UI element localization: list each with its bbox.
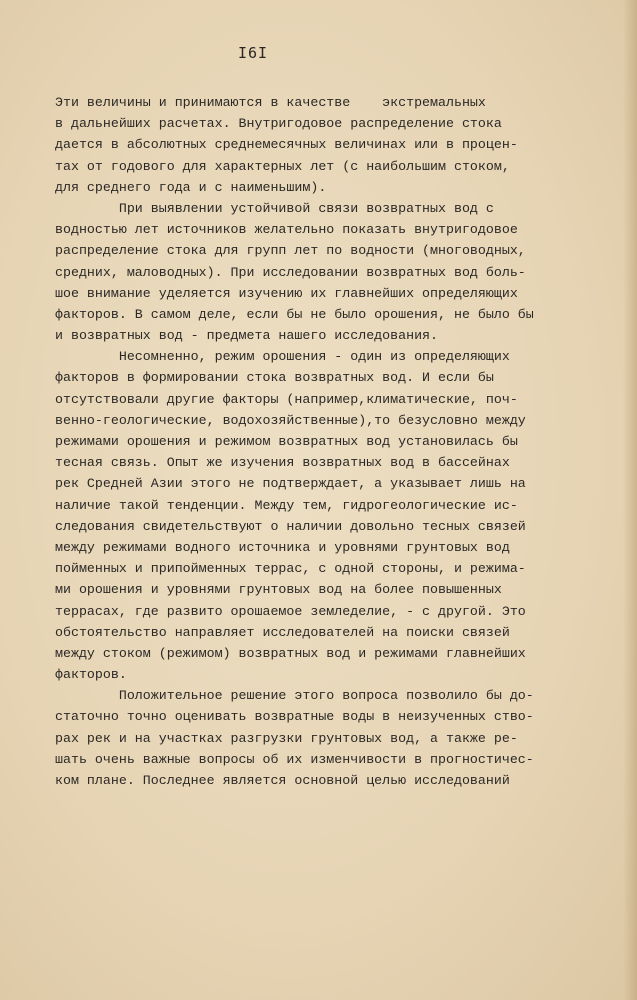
- text-line: факторов.: [55, 667, 127, 683]
- text-line: шать очень важные вопросы об их изменчивости в прогностичес-: [55, 751, 534, 767]
- text-line: следования свидетельствуют о наличии довольно тесных связей: [55, 518, 526, 534]
- text-line: факторов. В самом деле, если бы не было орошения, не было бы: [55, 306, 534, 322]
- text-line: факторов в формировании стока возвратных вод. И если бы: [55, 370, 494, 386]
- body-text: [55, 92, 620, 791]
- text-line: наличие такой тенденции. Между тем, гидрогеологические ис-: [55, 497, 518, 513]
- text-line: При выявлении устойчивой связи возвратных вод с: [55, 200, 494, 216]
- text-line: тах от годового для характерных лет (с наибольшим стоком,: [55, 158, 510, 174]
- text-line: Несомненно, режим орошения - один из определяющих: [55, 349, 510, 365]
- text-line: между режимами водного источника и уровнями грунтовых вод: [55, 539, 510, 555]
- text-line: Эти величины и принимаются в качестве экстремальных: [55, 95, 486, 110]
- page-edge-shadow: [623, 0, 637, 1000]
- text-line: ком плане. Последнее является основной целью исследований: [55, 773, 510, 788]
- text-line: шое внимание уделяется изучению их главнейших определяющих: [55, 285, 518, 301]
- text-line: пойменных и припойменных террас, с одной стороны, и режима-: [55, 561, 526, 577]
- text-line: дается в абсолютных среднемесячных величинах или в процен-: [55, 137, 518, 153]
- text-line: террасах, где развито орошаемое земледелие, - с другой. Это: [55, 603, 526, 619]
- text-line: средних, маловодных). При исследовании возвратных вод боль-: [55, 264, 526, 280]
- text-line: водностью лет источников желательно показать внутригодовое: [55, 222, 518, 238]
- text-line: рек Средней Азии этого не подтверждает, а указывает лишь на: [55, 476, 526, 492]
- text-line: венно-геологические, водохозяйственные),то безусловно между: [55, 412, 526, 428]
- text-line: Положительное решение этого вопроса позволило бы до-: [55, 688, 534, 704]
- text-line: режимами орошения и режимом возвратных вод установилась бы: [55, 434, 518, 449]
- text-line: рах рек и на участках разгрузки грунтовых вод, а также ре-: [55, 730, 518, 746]
- text-line: между стоком (режимом) возвратных вод и режимами главнейших: [55, 645, 526, 661]
- page-number: I6I: [238, 44, 269, 62]
- text-line: отсутствовали другие факторы (например,климатические, поч-: [55, 391, 518, 407]
- text-line: тесная связь. Опыт же изучения возвратных вод в бассейнах: [55, 455, 510, 471]
- text-line: в дальнейших расчетах. Внутригодовое распределение стока: [55, 116, 502, 132]
- text-line: обстоятельство направляет исследователей на поиски связей: [55, 624, 510, 640]
- text-line: для среднего года и с наименьшим).: [55, 179, 327, 195]
- text-line: распределение стока для групп лет по водности (многоводных,: [55, 243, 526, 259]
- text-line: статочно точно оценивать возвратные воды в неизученных ство-: [55, 709, 534, 725]
- text-line: и возвратных вод - предмета нашего исследования.: [55, 328, 439, 344]
- text-line: ми орошения и уровнями грунтовых вод на более повышенных: [55, 582, 502, 598]
